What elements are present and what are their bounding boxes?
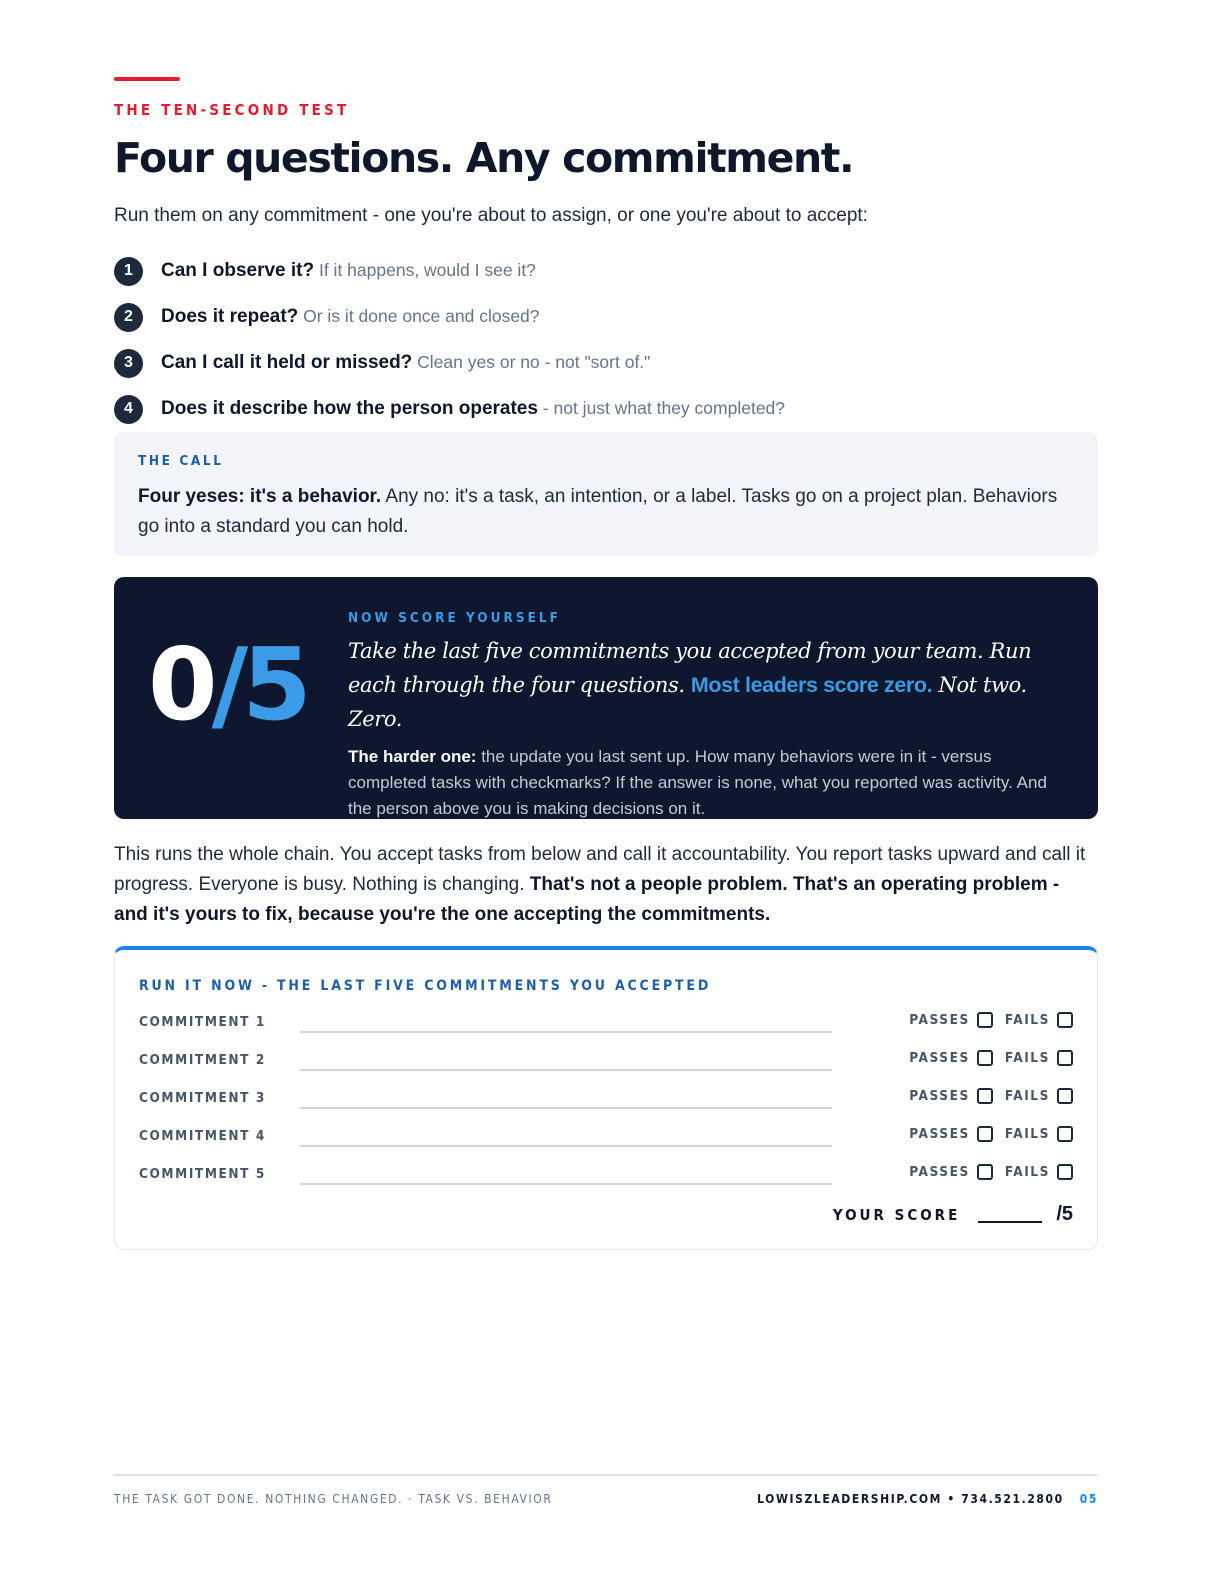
chain-bold: That's not a people problem. That's an operating problem - and it's yours to fix, because you're the one accepting the commitments. [114,874,1060,925]
accent-rule [114,77,180,81]
call-label: THE CALL [138,453,224,469]
commitment-write-line[interactable] [300,1145,832,1147]
passes-label: PASSES [909,1050,970,1066]
worksheet-card [114,946,1098,1250]
pass-fail-group [909,1164,1073,1180]
question-list [114,248,1098,432]
score-lead-part-2: Not two. Zero. [348,673,1027,731]
score-lead-highlight: Most leaders score zero. [690,673,933,697]
footer-divider [114,1474,1098,1476]
commitment-label: COMMITMENT 4 [139,1128,266,1144]
passes-label: PASSES [909,1012,970,1028]
fails-label: FAILS [1004,1164,1050,1180]
question-bold: Can I call it held or missed? [161,352,413,373]
fails-checkbox[interactable] [1057,1126,1073,1142]
page-number: 05 [1079,1492,1098,1506]
fails-label: FAILS [1004,1126,1050,1142]
question-item [114,248,1098,294]
question-text [161,306,540,328]
commitment-label: COMMITMENT 5 [139,1166,266,1182]
question-soft: - not just what they completed? [537,398,786,418]
question-bold: Does it repeat? [161,306,299,327]
pass-fail-group [909,1126,1073,1142]
fails-label: FAILS [1004,1012,1050,1028]
question-item [114,386,1098,432]
chain-text: This runs the whole chain. You accept tasks from below and call it accountability. You report tasks upward and call it progress. Everyone is busy. Nothing is changing. [114,844,1086,895]
passes-checkbox[interactable] [977,1088,993,1104]
question-number-badge: 1 [114,257,143,286]
commitment-label: COMMITMENT 1 [139,1014,266,1030]
intro-text: Run them on any commitment - one you're about to assign, or one you're about to accept: [114,205,868,226]
score-panel-content [348,610,1068,822]
commitment-write-line[interactable] [300,1107,832,1109]
passes-checkbox[interactable] [977,1126,993,1142]
question-item [114,340,1098,386]
question-soft: Clean yes or no - not "sort of." [412,352,651,372]
harder-text: the update you last sent up. How many behaviors were in it - versus completed tasks with checkmarks? If the answer is none, what you reported was activity. And the person above you is making decisions on it. [348,747,1047,818]
footer-right [757,1492,1098,1506]
worksheet-row [139,1005,1073,1043]
commitment-write-line[interactable] [300,1069,832,1071]
chain-paragraph [114,840,1098,930]
big-score-zero: 0 [148,626,212,743]
passes-label: PASSES [909,1164,970,1180]
score-panel-harder [348,744,1068,822]
section-eyebrow: THE TEN-SECOND TEST [114,101,350,119]
worksheet-title: RUN IT NOW - THE LAST FIVE COMMITMENTS YOU ACCEPTED [139,978,712,994]
worksheet-rows [139,1005,1073,1195]
big-score-slash: / [211,626,243,743]
worksheet-row [139,1043,1073,1081]
question-text [161,398,785,420]
commitment-write-line[interactable] [300,1183,832,1185]
fails-label: FAILS [1004,1050,1050,1066]
big-score-figure [148,626,306,743]
question-text [161,352,650,374]
score-panel-label: NOW SCORE YOURSELF [348,610,561,626]
worksheet-row [139,1157,1073,1195]
big-score-five: 5 [242,626,306,743]
question-number-badge: 4 [114,395,143,424]
question-text [161,260,536,282]
pass-fail-group [909,1012,1073,1028]
fails-checkbox[interactable] [1057,1164,1073,1180]
call-text [138,482,1074,542]
your-score-denominator: /5 [1056,1203,1073,1225]
commitment-write-line[interactable] [300,1031,832,1033]
passes-checkbox[interactable] [977,1164,993,1180]
your-score-label: YOUR SCORE [832,1205,961,1224]
call-body: Any no: it's a task, an intention, or a label. Tasks go on a project plan. Behaviors go into a standard you can hold. [138,486,1058,537]
passes-checkbox[interactable] [977,1012,993,1028]
pass-fail-group [909,1088,1073,1104]
question-number-badge: 2 [114,303,143,332]
commitment-label: COMMITMENT 3 [139,1090,266,1106]
question-soft: If it happens, would I see it? [314,260,536,280]
question-item [114,294,1098,340]
fails-label: FAILS [1004,1088,1050,1104]
question-number-badge: 3 [114,349,143,378]
fails-checkbox[interactable] [1057,1050,1073,1066]
the-call-box [114,432,1098,556]
footer-contact: LOWISZLEADERSHIP.COM • 734.521.2800 [757,1492,1064,1506]
call-bold: Four yeses: it's a behavior. [138,486,382,507]
passes-label: PASSES [909,1088,970,1104]
question-soft: Or is it done once and closed? [298,306,540,326]
footer-left-text: THE TASK GOT DONE. NOTHING CHANGED. · TASK VS. BEHAVIOR [114,1492,553,1506]
passes-checkbox[interactable] [977,1050,993,1066]
question-bold: Can I observe it? [161,260,315,281]
harder-bold: The harder one: [348,747,477,766]
pass-fail-group [909,1050,1073,1066]
fails-checkbox[interactable] [1057,1088,1073,1104]
score-yourself-panel [114,577,1098,819]
worksheet-row [139,1119,1073,1157]
your-score-blank[interactable] [978,1221,1042,1223]
commitment-label: COMMITMENT 2 [139,1052,266,1068]
score-panel-lead [348,634,1068,736]
score-lead-part-1: Take the last five commitments you accepted from your team. Run each through the four questions. [348,639,1032,697]
passes-label: PASSES [909,1126,970,1142]
page-title: Four questions. Any commitment. [114,134,854,182]
question-bold: Does it describe how the person operates [161,398,538,419]
fails-checkbox[interactable] [1057,1012,1073,1028]
your-score-field [833,1203,1073,1226]
worksheet-row [139,1081,1073,1119]
